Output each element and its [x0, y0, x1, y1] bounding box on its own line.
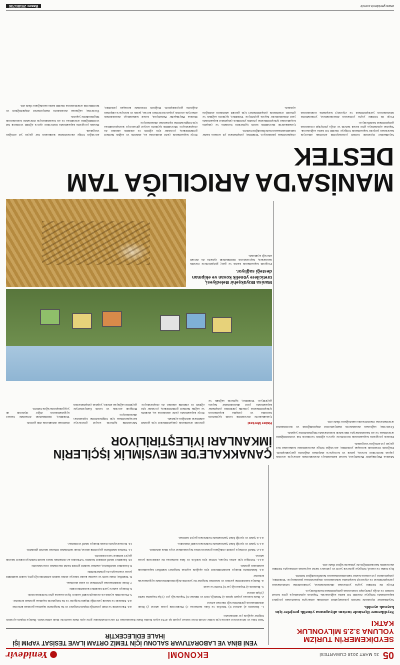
left-story-paragraph: Proje ile birlikte yayla yollarının düzenlenmesi, yönlendirme tabelalarının yerleştirilmesi ve ziyaretçi karşılama noktalarının oluşturulması planlanıyor. Yetkililer, çalışmaların yıl sonuna kadar tamamlanmasının hedeflendiğini belirtti.: [202, 110, 394, 137]
tender-item: 10. İstekliler teklif ettikleri bedelin %3'ünden az olmamak üzere kendi belirleyecekleri tutarda geçici teminat vereceklerdir.: [6, 554, 132, 563]
logo-text: Yenidevir: [6, 650, 48, 660]
left-story-paragraph: İlçe halkı ve esnaf, bölgeye gelecek yerli ve yabancı turist sayısının artmasıyla birlikte ekonomik hareketliliğin de yükseleceğini ifade etti.: [272, 562, 394, 572]
canakkale-paragraph: Çanakkale'de mevsimlik tarım işçilerinin barınma ve çalışma koşullarının iyileştirilmesine yönelik yürütülen çalışmalar kapsamında yeni düzenlemeler hayata geçiriliyor. Yetkililer, işçilerin sağlıklı ve güvenli ortamlarda çalışabilmeleri için gerekli adımların atıldığını açıkladı.: [141, 398, 272, 425]
tender-item: 11. Verilen tekliflerin geçerlilik süresi, ihale tarihinden itibaren takvim günüdür.: [26, 548, 132, 553]
canakkale-paragraph: Proje kapsamında çadır alanlarına su, elektrik ve sağlık hizmeti götürülürken, çocuklar için eğitim ve etkinlik alanları da oluşturuluyor. Mevsimlik işçilerin sosyal güvenceye kavuşturulması için bilgilendirme toplantıları düzenleniyor.: [73, 402, 205, 425]
canakkale-story: [6, 385, 272, 425]
tender-item: 7. İhale dokümanının görülmesi ve satın alınması.: [66, 580, 132, 585]
tender-item: 4.3. Mesleki ve teknik yeterliğe ilişkin belgeler ve bu belgelerin taşıması gereken kriterler.: [12, 598, 132, 603]
hive-box: [102, 311, 122, 327]
bee-story-side: [276, 201, 394, 459]
tender-intro: Yeni bina ve laboratuvar salonu için temiz ortam ilave tesisat yapım işi 4734 sayılı Kamu İhale Kanununun 19 uncu maddesine göre açık ihale usulü ile ihale edilecektir. İhaleye ilişkin ayrıntılı bilgiler aşağıda yer almaktadır.: [6, 614, 264, 622]
left-story-paragraph: Seydikemer ilçesinde turizm potansiyelini artırmak amacıyla hazırlanan projeler kapsamında bölgeye önemli bir katkı sağlanacak. Yapılan açıklamaya göre kırsal turizm ve doğa yürüyüşü rotalarının geliştirilmesi hedefleniyor.: [272, 588, 394, 602]
bee-story-paragraph: Üreticiler, sağlanan desteklerin maliyetlerini düşürdüğünü ve üretimlerini artırmalarına önemli katkı sunduğunu ifade etti.: [6, 104, 100, 113]
section-name: EKONOMİ: [167, 650, 209, 660]
page-footer: [6, 2, 394, 11]
header-left: [319, 650, 394, 661]
page-number: 05: [382, 649, 394, 661]
left-story-lead: Seydikemer ilçesinde turizm altyapısına yönelik projeler için kaynak ayrıldı.: [275, 605, 394, 616]
tender-item: 3- İhalenin a) Yapılacağı yer b) Tarihi ve saati: [203, 584, 264, 589]
canakkale-paragraph: Çanakkale'de mevsimlik tarım işçilerinin barınma ve çalışma koşullarının iyileştirilmesine yönelik yürütülen çalışmalar kapsamında yeni düzenlemeler hayata geçiriliyor. Yetkililer, işçilerin sağlıklı ve güvenli ortamlarda çalışabilmeleri için gerekli adımların atıldığını açıkladı.: [202, 106, 296, 127]
bee-story-lead-box: [190, 199, 272, 285]
tender-item: 6. İhaleye sadece yerli istekliler katılabilecektir.: [68, 586, 132, 591]
bee-story-lead: Manisa Büyükşehir Belediyesi, üreticilere yönelik kovan ve ekipman desteği sağlıyor.: [192, 269, 272, 285]
newspaper-logo: [6, 650, 57, 660]
bee-story-paragraph: Program kapsamında kadın ve genç girişimcilere öncelik tanınırken, başvuruların önümüzdeki aylarda da devam edeceği açıklandı.: [190, 253, 272, 266]
hive-box: [160, 315, 180, 331]
tender-item: 4.1.2. Teklif vermeye yetkili olduğunu gösteren imza beyannamesi veya imza sirküleri.: [149, 547, 264, 552]
hive-box: [212, 317, 232, 333]
bee-story-paragraph: Destek programı kapsamında üreticilere ayrıca eğitim verilerek bal verimliliğinin artırılması ve arı hastalıklarıyla mücadele konularında bilgilendirme yapıldı.: [6, 114, 100, 127]
beehives-photo: [6, 289, 272, 381]
page-header: [6, 648, 394, 661]
hive-box: [186, 313, 206, 329]
canakkale-byline: Haber Merkezi: [247, 421, 272, 425]
honeycomb-photo: [6, 199, 186, 287]
issue-date: 31 MART 2018 CUMARTESİ: [319, 652, 379, 658]
column-divider: [273, 201, 274, 459]
tender-item: 5. Ekonomik açıdan en avantajlı teklif sadece fiyat esasına göre belirlenecektir.: [27, 592, 132, 597]
tender-item: 4.1.4. Şekli ve içeriği İdari Şartnamede belirlenen geçici teminat.: [178, 535, 264, 540]
tender-item: 9. İstekliler tekliflerini, anahtar teslimi götürü bedel üzerinden vereceklerdir.: [31, 564, 132, 569]
tender-item: 2- İhale konusu yapım işinin a) Niteliği, türü ve miktarı b) Yapılacağı yer c) İşe başlama tarihi ç) İşin süresi: [138, 590, 264, 599]
tender-item: 4.1.1. Tebligat için adres beyanı, irtibat için telefon ve faks numarası ile elektronik posta adresi.: [138, 554, 264, 563]
canakkale-paragraph: Bölgede arıcılık ve tarım faaliyetleriyle geçimini sağlayan aileler, yapılan çalışmalardan memnun olduklarını dile getirdi.: [26, 402, 137, 425]
tender-column-1: [138, 463, 264, 609]
tender-item: 4.1. İsteklilerin ihaleye katılabilmeleri için aşağıda sayılan belgeleri teklifleri kapsamında sunmaları gerekir.: [138, 564, 264, 573]
bee-story-paragraph: Üreticiler, sağlanan desteklerin maliyetlerini düşürdüğünü ve üretimlerini artırmalarına önemli katkı sunduğunu ifade etti.: [276, 420, 394, 429]
bee-story-paragraph: Destek programı kapsamında üreticilere ayrıca eğitim verilerek bal verimliliğinin artırılması ve arı hastalıklarıyla mücadele konularında bilgilendirme yapıldı.: [276, 430, 394, 440]
footer-website: www.yenidevir.com.tr: [360, 4, 394, 8]
left-story-headline: SEYDİKEMER'İN TURİZM YOLUNA 3.2.5 MİLYONLUK KATKI: [296, 618, 394, 644]
footer-code: Basın: 2018/1736: [6, 4, 41, 8]
hive-box: [40, 309, 60, 325]
bee-story-paragraph: Manisa Büyükşehir Belediyesi, kırsal kalkınmayı desteklemek amacıyla arıcılık yapan üreticilere kovan, petek ve koruyucu ekipman dağıtımı gerçekleştirdi. Dağıtım töreninde konuşan yetkililer, arıcılığın bölge ekonomisine katkısının her geçen yıl arttığını vurguladı.: [276, 441, 394, 459]
bee-story-paragraph: Manisa Büyükşehir Belediyesi, kırsal kalkınmayı desteklemek amacıyla arıcılık yapan üreticilere kovan, petek ve koruyucu ekipman dağıtımı gerçekleştirdi. Dağıtım töreninde konuşan yetkililer, arıcılığın bölge ekonomisine katkısının her geçen yıl arttığını vurguladı.: [6, 106, 198, 137]
logo-mark-icon: [50, 652, 57, 659]
tender-item: 4- İhaleye katılabilme şartları ve istenilen belgeler ile yeterlik değerlendirmesinde uygulanacak kriterler: [138, 574, 264, 583]
tender-item: 4.1.3. Şekli ve içeriği İdari Şartnamede belirlenen teklif mektubu.: [177, 541, 264, 546]
tender-column-2: [6, 463, 132, 609]
bee-story-headline: MANİSA'DA ARICILIĞA TAM DESTEK: [66, 142, 394, 196]
left-story: [272, 465, 394, 645]
tender-item: 12. Konsorsiyum olarak ihaleye teklif verilemez.: [67, 541, 132, 546]
tender-item: 1- İdarenin a) Adresi b) Telefon ve faks numarası c) Elektronik posta adresi ç) İhale dokümanının görülebileceği internet adresi: [138, 600, 264, 609]
tender-item: 8. Teklifler, ihale tarih ve saatine kadar idareye elden teslim edilebileceği gibi, iadeli taahhütlü posta vasıtasıyla da gönderilebilir.: [6, 570, 132, 579]
hive-box: [72, 313, 92, 329]
canakkale-headline: ÇANAKKALE'DE MEVSİMLİK İŞÇİLERİN İMKANLARI İYİLEŞTİRİLİYOR: [53, 434, 272, 459]
tender-heading: YENİ BİNA VE LABORATUVAR SALONU İÇİN TEMİZ ORTAM İLAVE TESİSAT YAPIM İŞİ İHALE EDİLECEKTİR: [6, 628, 264, 645]
left-story-paragraph: Proje ile birlikte yayla yollarının düzenlenmesi, yönlendirme tabelalarının yerleştirilmesi ve ziyaretçi karşılama noktalarının oluşturulması planlanıyor. Yetkililer, çalışmaların yıl sonuna kadar tamamlanmasının hedeflendiğini belirtti.: [272, 573, 394, 587]
canakkale-paragraph: Yetkililer, önümüzdeki dönemde benzer uygulamaların diğer ilçelerde de yaygınlaştırılacağını belirtti.: [6, 406, 70, 419]
canakkale-paragraph: Proje kapsamında çadır alanlarına su, elektrik ve sağlık hizmeti götürülürken, çocuklar için eğitim ve etkinlik alanları da oluşturuluyor. Mevsimlik işçilerin sosyal güvenceye kavuşturulması için bilgilendirme toplantıları düzenleniyor.: [104, 120, 198, 137]
column-divider: [268, 465, 269, 645]
left-story-paragraph: Seydikemer ilçesinde turizm potansiyelini artırmak amacıyla hazırlanan projeler kapsamında bölgeye önemli bir katkı sağlanacak. Yapılan açıklamaya göre kırsal turizm ve doğa yürüyüşü rotalarının geliştirilmesi hedefleniyor.: [300, 120, 394, 137]
tender-item: 4.2. Ekonomik ve mali yeterliğe ilişkin belgeler ve bu belgelerin taşıması gereken kriterler.: [11, 605, 132, 609]
bottom-columns: [6, 15, 394, 137]
